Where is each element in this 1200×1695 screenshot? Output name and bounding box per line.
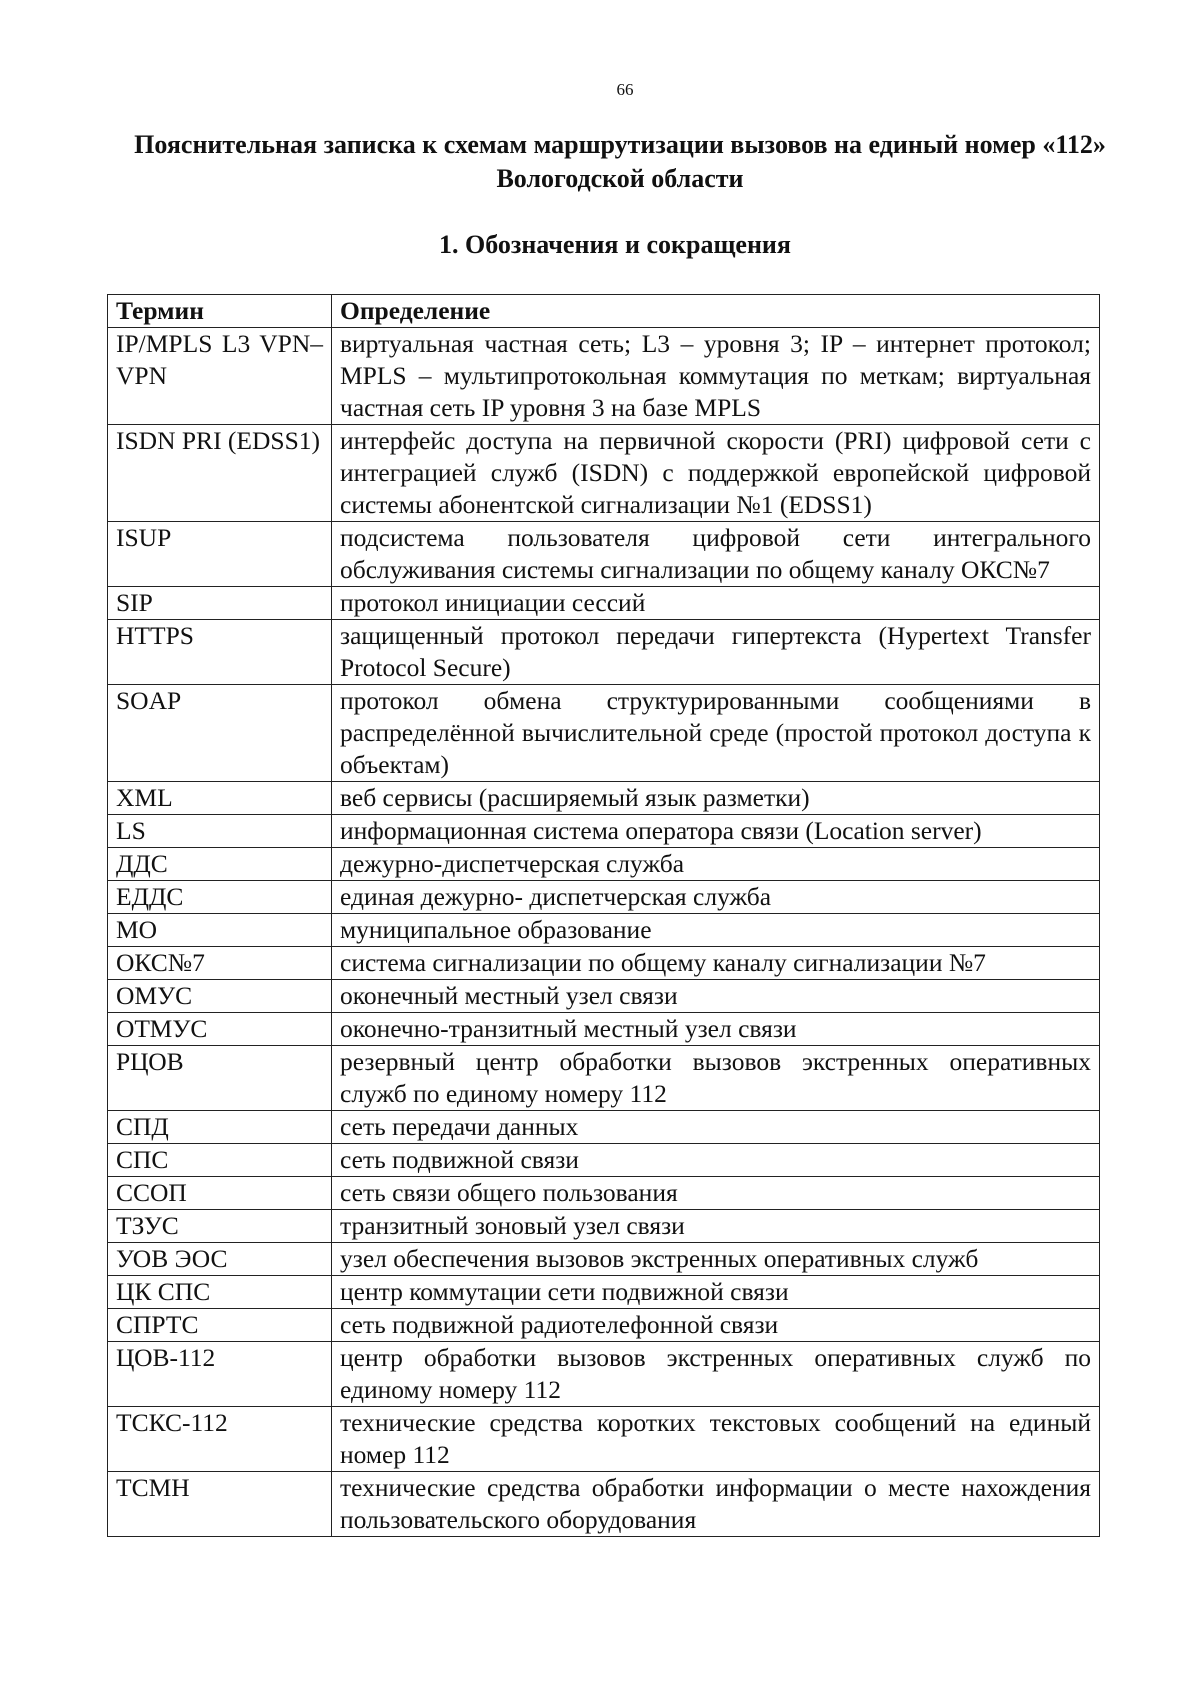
definition-cell: сеть подвижной радиотелефонной связи <box>332 1309 1100 1342</box>
definition-cell: узел обеспечения вызовов экстренных оперативных служб <box>332 1243 1100 1276</box>
table-body <box>108 328 1100 1537</box>
table-row <box>108 1407 1100 1472</box>
term-cell: ТСКС-112 <box>108 1407 332 1472</box>
table-row <box>108 1210 1100 1243</box>
definition-cell: технические средства коротких текстовых сообщений на единый номер 112 <box>332 1407 1100 1472</box>
table-row <box>108 1342 1100 1407</box>
table-row <box>108 587 1100 620</box>
table-row <box>108 848 1100 881</box>
definition-cell: оконечный местный узел связи <box>332 980 1100 1013</box>
table-row <box>108 1243 1100 1276</box>
table-row <box>108 1046 1100 1111</box>
term-cell: СПД <box>108 1111 332 1144</box>
table-row <box>108 980 1100 1013</box>
term-cell: УОВ ЭОС <box>108 1243 332 1276</box>
term-cell: ISUP <box>108 522 332 587</box>
term-cell: XML <box>108 782 332 815</box>
definition-cell: центр обработки вызовов экстренных оперативных служб по единому номеру 112 <box>332 1342 1100 1407</box>
section-heading: 1. Обозначения и сокращения <box>439 230 791 259</box>
definition-cell: подсистема пользователя цифровой сети интегрального обслуживания системы сигнализации по общему каналу ОКС№7 <box>332 522 1100 587</box>
table-row <box>108 782 1100 815</box>
term-cell: ТСМН <box>108 1472 332 1537</box>
term-cell: ОТМУС <box>108 1013 332 1046</box>
column-header-definition: Определение <box>332 295 1100 328</box>
definition-cell: транзитный зоновый узел связи <box>332 1210 1100 1243</box>
table-row <box>108 620 1100 685</box>
definition-cell: виртуальная частная сеть; L3 – уровня 3; IP – интернет протокол; MPLS – мультипротокольная коммутация по меткам; виртуальная частная сеть IP уровня 3 на базе MPLS <box>332 328 1100 425</box>
term-cell: SIP <box>108 587 332 620</box>
term-cell: ОКС№7 <box>108 947 332 980</box>
term-cell: РЦОВ <box>108 1046 332 1111</box>
term-cell: СПС <box>108 1144 332 1177</box>
definition-cell: сеть передачи данных <box>332 1111 1100 1144</box>
term-cell: LS <box>108 815 332 848</box>
table-row <box>108 1144 1100 1177</box>
term-cell: HTTPS <box>108 620 332 685</box>
term-cell: ТЗУС <box>108 1210 332 1243</box>
definition-cell: протокол обмена структурированными сообщениями в распределённой вычислительной среде (простой протокол доступа к объектам) <box>332 685 1100 782</box>
term-cell: ЦОВ-112 <box>108 1342 332 1407</box>
table-row <box>108 1013 1100 1046</box>
table-row <box>108 947 1100 980</box>
table-row <box>108 425 1100 522</box>
definition-cell: защищенный протокол передачи гипертекста (Hypertext Transfer Protocol Secure) <box>332 620 1100 685</box>
term-cell: ЕДДС <box>108 881 332 914</box>
term-cell: IP/MPLS L3 VPN– VPN <box>108 328 332 425</box>
table-row <box>108 1177 1100 1210</box>
definition-cell: сеть подвижной связи <box>332 1144 1100 1177</box>
definition-cell: система сигнализации по общему каналу сигнализации №7 <box>332 947 1100 980</box>
table-row <box>108 522 1100 587</box>
definition-cell: информационная система оператора связи (Location server) <box>332 815 1100 848</box>
table-row <box>108 914 1100 947</box>
definition-cell: резервный центр обработки вызовов экстренных оперативных служб по единому номеру 112 <box>332 1046 1100 1111</box>
table-row <box>108 1111 1100 1144</box>
definition-cell: веб сервисы (расширяемый язык разметки) <box>332 782 1100 815</box>
definition-cell: дежурно-диспетчерская служба <box>332 848 1100 881</box>
term-cell: МО <box>108 914 332 947</box>
definition-cell: сеть связи общего пользования <box>332 1177 1100 1210</box>
definition-cell: единая дежурно- диспетчерская служба <box>332 881 1100 914</box>
term-cell: ISDN PRI (EDSS1) <box>108 425 332 522</box>
table-header-row <box>108 295 1100 328</box>
column-header-term: Термин <box>108 295 332 328</box>
document-title: Пояснительная записка к схемам маршрутизации вызовов на единый номер «112» Вологодской области <box>134 130 1106 193</box>
table-row <box>108 1472 1100 1537</box>
definition-cell: интерфейс доступа на первичной скорости (PRI) цифровой сети с интеграцией служб (ISDN) с поддержкой европейской цифровой системы абонентской сигнализации №1 (EDSS1) <box>332 425 1100 522</box>
definition-cell: оконечно-транзитный местный узел связи <box>332 1013 1100 1046</box>
term-cell: ДДС <box>108 848 332 881</box>
definition-cell: протокол инициации сессий <box>332 587 1100 620</box>
table-row <box>108 1276 1100 1309</box>
definition-cell: муниципальное образование <box>332 914 1100 947</box>
term-cell: ЦК СПС <box>108 1276 332 1309</box>
definition-cell: центр коммутации сети подвижной связи <box>332 1276 1100 1309</box>
table-row <box>108 685 1100 782</box>
table-row <box>108 328 1100 425</box>
term-cell: ССОП <box>108 1177 332 1210</box>
table-row <box>108 815 1100 848</box>
page-number: 66 <box>616 80 634 99</box>
table-row <box>108 881 1100 914</box>
definition-cell: технические средства обработки информации о месте нахождения пользовательского оборудования <box>332 1472 1100 1537</box>
term-cell: СПРТС <box>108 1309 332 1342</box>
term-cell: SOAP <box>108 685 332 782</box>
terms-table <box>107 294 1100 1537</box>
table-row <box>108 1309 1100 1342</box>
term-cell: ОМУС <box>108 980 332 1013</box>
